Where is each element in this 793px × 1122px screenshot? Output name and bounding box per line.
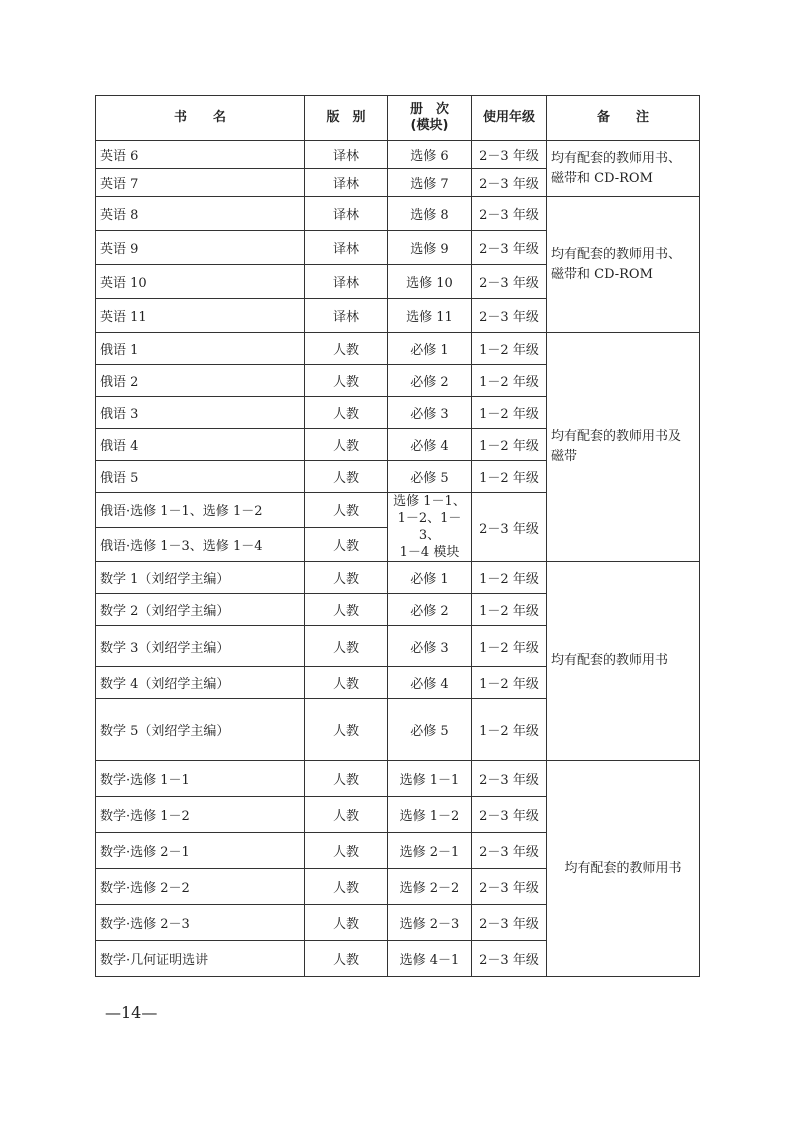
volume: 必修 2: [388, 365, 472, 397]
grade: 2－3 年级: [472, 197, 547, 231]
volume: 选修 2－3: [388, 905, 472, 941]
edition: 人教: [305, 869, 388, 905]
book-name: 俄语 3: [96, 397, 305, 429]
edition: 人教: [305, 562, 388, 594]
grade: 1－2 年级: [472, 562, 547, 594]
grade: 1－2 年级: [472, 397, 547, 429]
edition: 人教: [305, 365, 388, 397]
book-name: 数学·几何证明选讲: [96, 941, 305, 977]
volume: 选修 1－1: [388, 761, 472, 797]
table-row: [96, 333, 700, 365]
book-name: 数学·选修 2－1: [96, 833, 305, 869]
note-line: 均有配套的教师用书、: [551, 246, 682, 262]
note-line: 均有配套的教师用书及: [551, 429, 682, 444]
edition: 人教: [305, 626, 388, 667]
note-russian: [547, 333, 700, 562]
edition: 译林: [305, 265, 388, 299]
table-row: [96, 562, 700, 594]
volume: 必修 1: [388, 333, 472, 365]
book-name: 数学 5（刘绍学主编）: [96, 699, 305, 761]
note-line: 磁带和 CD-ROM: [551, 266, 653, 282]
grade: 2－3 年级: [472, 231, 547, 265]
grade: 1－2 年级: [472, 667, 547, 699]
edition: 人教: [305, 461, 388, 493]
grade: 2－3 年级: [472, 905, 547, 941]
note-line: 均有配套的教师用书、: [551, 150, 682, 166]
book-name: 俄语 4: [96, 429, 305, 461]
table-row: [96, 761, 700, 797]
volume: 必修 5: [388, 699, 472, 761]
grade: 1－2 年级: [472, 626, 547, 667]
volume-line: 选修 1－1、: [393, 494, 466, 509]
volume-merged: [388, 493, 472, 562]
edition: 人教: [305, 941, 388, 977]
table-row: [96, 141, 700, 169]
note-line: 磁带: [551, 449, 578, 464]
book-name: 英语 10: [96, 265, 305, 299]
grade: 1－2 年级: [472, 699, 547, 761]
book-name: 俄语 2: [96, 365, 305, 397]
volume-line: 1－2、1－3、: [397, 511, 462, 543]
grade: 2－3 年级: [472, 141, 547, 169]
header-edition: 版 别: [305, 96, 388, 141]
book-name: 俄语·选修 1－3、选修 1－4: [96, 527, 305, 562]
grade-merged: 2－3 年级: [472, 493, 547, 562]
grade: 1－2 年级: [472, 333, 547, 365]
grade: 2－3 年级: [472, 761, 547, 797]
book-name: 数学 4（刘绍学主编）: [96, 667, 305, 699]
volume: 必修 4: [388, 429, 472, 461]
volume: 选修 7: [388, 169, 472, 197]
edition: 人教: [305, 761, 388, 797]
header-note: 备 注: [547, 96, 700, 141]
volume: 必修 2: [388, 594, 472, 626]
edition: 译林: [305, 141, 388, 169]
volume: 选修 4－1: [388, 941, 472, 977]
edition: 人教: [305, 527, 388, 562]
grade: 2－3 年级: [472, 299, 547, 333]
header-book-name: 书 名: [96, 96, 305, 141]
edition: 译林: [305, 169, 388, 197]
book-name: 英语 7: [96, 169, 305, 197]
note-line: 磁带和 CD-ROM: [551, 170, 653, 186]
volume-line: 1－4 模块: [399, 545, 460, 560]
volume: 选修 2－2: [388, 869, 472, 905]
grade: 1－2 年级: [472, 461, 547, 493]
volume: 必修 3: [388, 397, 472, 429]
table-row: [96, 197, 700, 231]
grade: 2－3 年级: [472, 941, 547, 977]
book-name: 俄语·选修 1－1、选修 1－2: [96, 493, 305, 528]
header-grade: 使用年级: [472, 96, 547, 141]
note-english-b: [547, 197, 700, 333]
edition: 人教: [305, 667, 388, 699]
header-volume: [388, 96, 472, 141]
volume: 必修 5: [388, 461, 472, 493]
book-name: 数学·选修 1－1: [96, 761, 305, 797]
book-name: 英语 11: [96, 299, 305, 333]
book-name: 数学 1（刘绍学主编）: [96, 562, 305, 594]
grade: 2－3 年级: [472, 797, 547, 833]
table-header-row: [96, 96, 700, 141]
header-volume-line1: 册 次: [409, 102, 449, 117]
book-name: 俄语 1: [96, 333, 305, 365]
volume: 选修 8: [388, 197, 472, 231]
edition: 译林: [305, 231, 388, 265]
note-english-a: [547, 141, 700, 197]
book-name: 数学 2（刘绍学主编）: [96, 594, 305, 626]
edition: 人教: [305, 397, 388, 429]
page-number: —14—: [105, 1003, 158, 1022]
edition: 译林: [305, 299, 388, 333]
volume: 必修 1: [388, 562, 472, 594]
volume: 选修 10: [388, 265, 472, 299]
book-name: 数学 3（刘绍学主编）: [96, 626, 305, 667]
volume: 必修 3: [388, 626, 472, 667]
note-math-compulsory: 均有配套的教师用书: [547, 562, 700, 761]
header-volume-line2: (模块): [410, 118, 449, 133]
book-name: 英语 9: [96, 231, 305, 265]
book-name: 英语 6: [96, 141, 305, 169]
edition: 人教: [305, 333, 388, 365]
edition: 人教: [305, 905, 388, 941]
grade: 2－3 年级: [472, 869, 547, 905]
grade: 2－3 年级: [472, 833, 547, 869]
book-name: 数学·选修 1－2: [96, 797, 305, 833]
book-name: 英语 8: [96, 197, 305, 231]
edition: 人教: [305, 833, 388, 869]
grade: 2－3 年级: [472, 169, 547, 197]
volume: 选修 6: [388, 141, 472, 169]
edition: 译林: [305, 197, 388, 231]
volume: 选修 2－1: [388, 833, 472, 869]
edition: 人教: [305, 429, 388, 461]
volume: 选修 9: [388, 231, 472, 265]
edition: 人教: [305, 594, 388, 626]
book-name: 数学·选修 2－2: [96, 869, 305, 905]
volume: 选修 11: [388, 299, 472, 333]
note-math-elective: 均有配套的教师用书: [547, 761, 700, 977]
edition: 人教: [305, 797, 388, 833]
grade: 2－3 年级: [472, 265, 547, 299]
book-name: 俄语 5: [96, 461, 305, 493]
textbook-table: [95, 95, 700, 977]
edition: 人教: [305, 493, 388, 528]
volume: 选修 1－2: [388, 797, 472, 833]
grade: 1－2 年级: [472, 429, 547, 461]
edition: 人教: [305, 699, 388, 761]
book-name: 数学·选修 2－3: [96, 905, 305, 941]
grade: 1－2 年级: [472, 594, 547, 626]
grade: 1－2 年级: [472, 365, 547, 397]
volume: 必修 4: [388, 667, 472, 699]
